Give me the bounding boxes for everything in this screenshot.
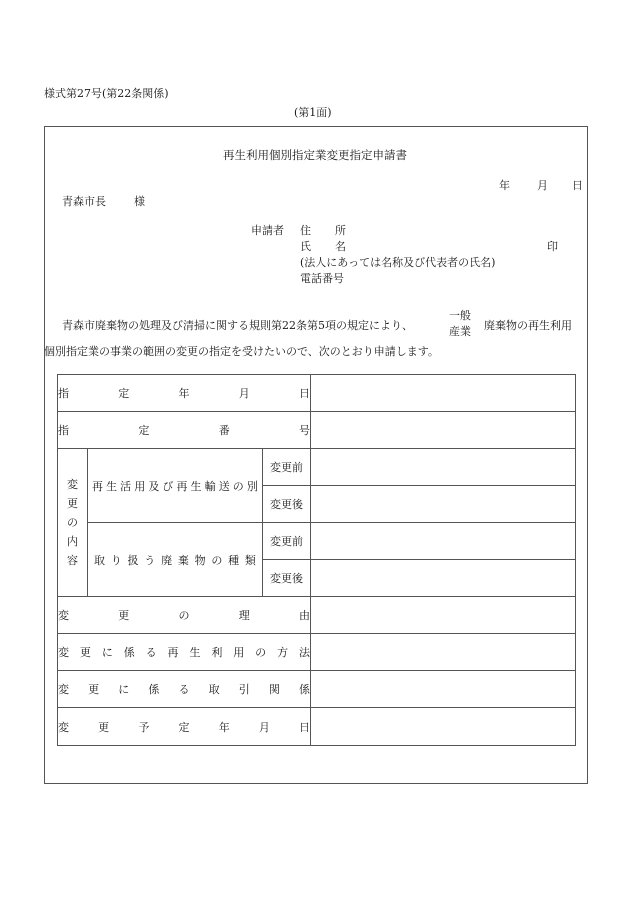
row-reuse-method: 変 更 に 係 る 再 生 利 用 の 方 法 [58,634,576,671]
option-industrial: 産業 [449,325,471,338]
page-label: (第1面) [294,106,332,119]
seal-mark: 印 [547,240,558,253]
after-label: 変更後 [263,560,311,597]
reuse-before-field[interactable] [311,449,576,486]
change-reason-field[interactable] [311,597,576,634]
body-line-1: 青森市廃棄物の処理及び清掃に関する規則第22条第5項の規定により、 [62,319,413,332]
transaction-field[interactable] [311,671,576,708]
row-designation-number: 指 定 番 号 [58,412,576,449]
phone-label: 電話番号 [300,272,344,285]
addressee-name: 青森市長 [62,195,106,208]
after-label: 変更後 [263,486,311,523]
reuse-transport-label: 再 生 活 用 及 び 再 生 輸 送 の 別 [88,449,263,523]
applicant-label: 申請者 [251,224,284,237]
corporation-note: (法人にあっては名称及び代表者の氏名) [300,256,496,269]
form-title: 再生利用個別指定業変更指定申請書 [223,148,407,162]
before-label: 変更前 [263,449,311,486]
body-line-1-end: 廃棄物の再生利用 [484,319,572,332]
date-day: 日 [572,179,583,192]
application-table [57,374,576,746]
form-number: 様式第27号(第22条関係) [44,87,169,100]
body-line-2: 個別指定業の事業の範囲の変更の指定を受けたいので、次のとおり申請します。 [44,345,439,358]
row-designation-date: 指 定 年 月 日 [58,375,576,412]
planned-date-field[interactable] [311,708,576,746]
before-label: 変更前 [263,523,311,560]
reuse-method-field[interactable] [311,634,576,671]
address-label: 住 所 [300,224,346,237]
waste-type-label: 取 り 扱 う 廃 棄 物 の 種 類 [88,523,263,597]
change-content-label: 変 更 の 内 容 [58,449,88,597]
designation-number-field[interactable] [311,412,576,449]
addressee-honorific: 様 [134,195,145,208]
date-month: 月 [537,179,548,192]
row-transaction: 変 更 に 係 る 取 引 関 係 [58,671,576,708]
waste-after-field[interactable] [311,560,576,597]
row-waste-before [58,523,576,560]
row-change-reason: 変 更 の 理 由 [58,597,576,634]
name-label: 氏 名 [300,240,346,253]
waste-before-field[interactable] [311,523,576,560]
option-general: 一般 [449,309,471,322]
designation-date-field[interactable] [311,375,576,412]
row-planned-date: 変 更 予 定 年 月 日 [58,708,576,746]
reuse-after-field[interactable] [311,486,576,523]
date-year: 年 [499,179,510,192]
row-reuse-before [58,449,576,486]
